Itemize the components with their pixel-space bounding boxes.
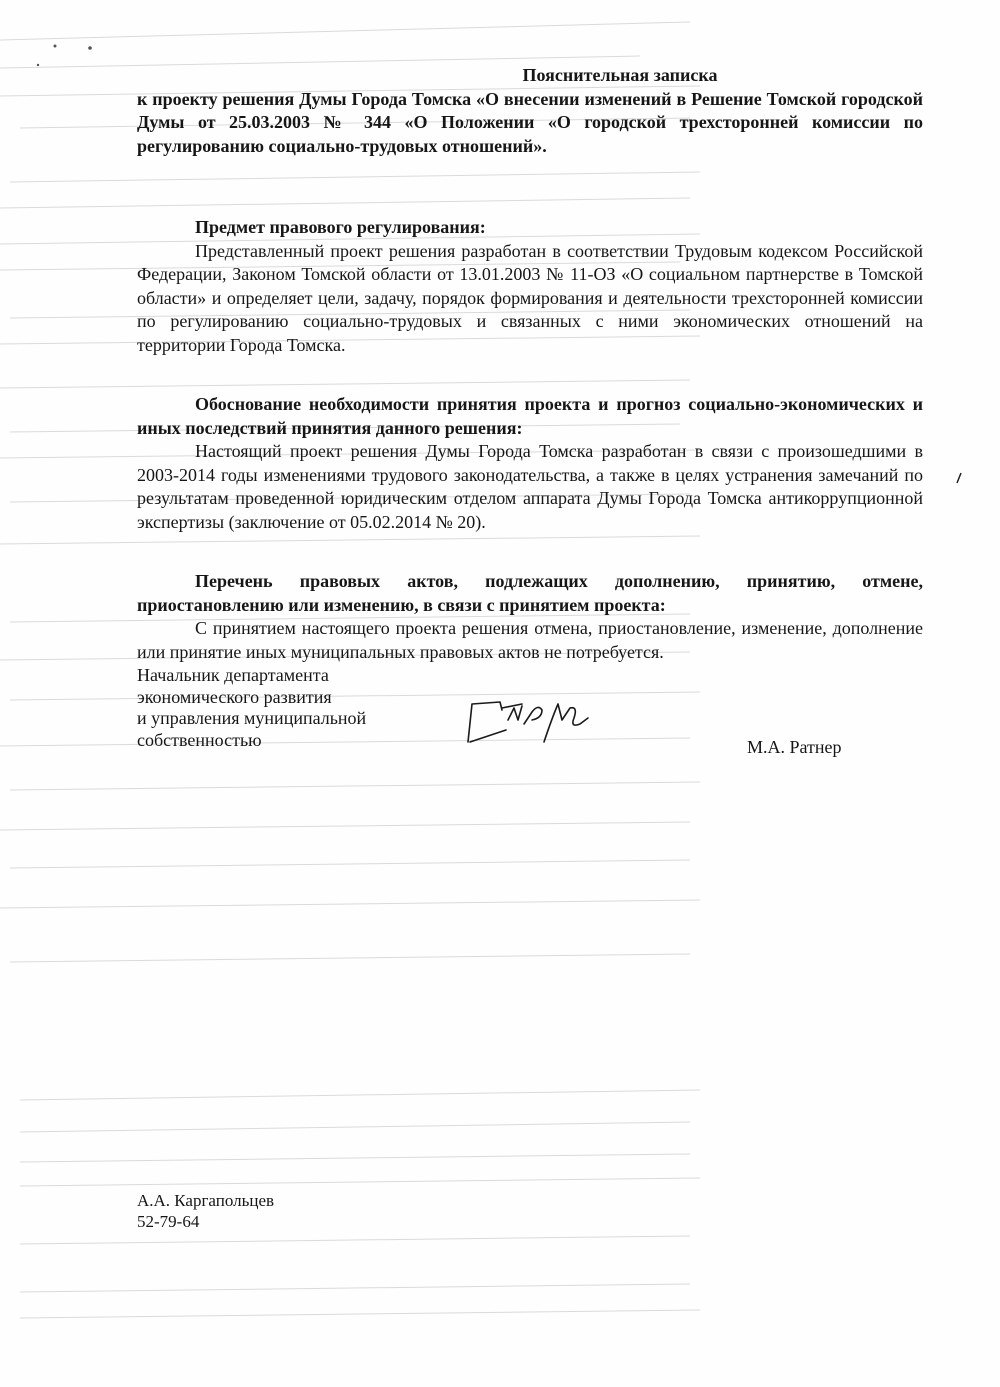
section-heading: Перечень правовых актов, подлежащих дополнению, принятию, отмене, приостановлению или изменению, в связи с принятием проекта: bbox=[137, 571, 923, 615]
signatory-position-line: экономического развития bbox=[137, 686, 332, 707]
section-body: Настоящий проект решения Думы Города Томска разработан в связи с произошедшими в 2003-2014 годы изменениями трудового законодательства, а также в целях устранения замечаний по результатам проведенной юридическим отделом аппарата Думы Города Томска антикоррупционной экспертизы (заключение от 05.02.2014 № 20). bbox=[137, 441, 923, 532]
contact-phone: 52-79-64 bbox=[137, 1212, 200, 1231]
signatory-position-line: и управления муниципальной bbox=[137, 708, 367, 728]
document-title: Пояснительная записка bbox=[522, 65, 718, 85]
signatory-name: М.А. Ратнер bbox=[747, 737, 842, 757]
section-regulation-subject bbox=[137, 216, 923, 357]
section-justification bbox=[137, 393, 923, 534]
section-heading: Предмет правового регулирования: bbox=[195, 217, 486, 237]
section-heading: Обоснование необходимости принятия проекта и прогноз социально-экономических и иных последствий принятия данного решения: bbox=[137, 394, 923, 438]
section-legal-acts bbox=[137, 570, 923, 664]
section-body: Представленный проект решения разработан в соответствии Трудовым кодексом Российской Федерации, Законом Томской области от 13.01.2003 № 11-ОЗ «О социальном партнерстве в Томской области» и определяет цели, задачу, порядок формирования и деятельности трехсторонней комиссии по регулированию социально-трудовых и связанных с ними экономических отношений на территории Города Томска. bbox=[137, 240, 923, 355]
signatory-position-line: собственностью bbox=[137, 729, 262, 750]
signatory-position bbox=[137, 665, 437, 751]
section-body: С принятием настоящего проекта решения отмена, приостановление, изменение, дополнение или принятие иных муниципальных правовых актов не потребуется. bbox=[137, 618, 923, 662]
document-subtitle: к проекту решения Думы Города Томска «О внесении изменений в Решение Томской городской Думы от 25.03.2003 № 344 «О Положении «О городской трехсторонней комиссии по регулированию социально-трудовых отношений». bbox=[137, 88, 923, 156]
stray-mark bbox=[955, 472, 963, 484]
document-body bbox=[137, 64, 923, 664]
contact-block bbox=[137, 1190, 274, 1232]
contact-name: А.А. Каргапольцев bbox=[137, 1191, 275, 1210]
signatory-position-line: Начальник департамента bbox=[137, 665, 329, 685]
handwritten-signature bbox=[462, 690, 602, 750]
